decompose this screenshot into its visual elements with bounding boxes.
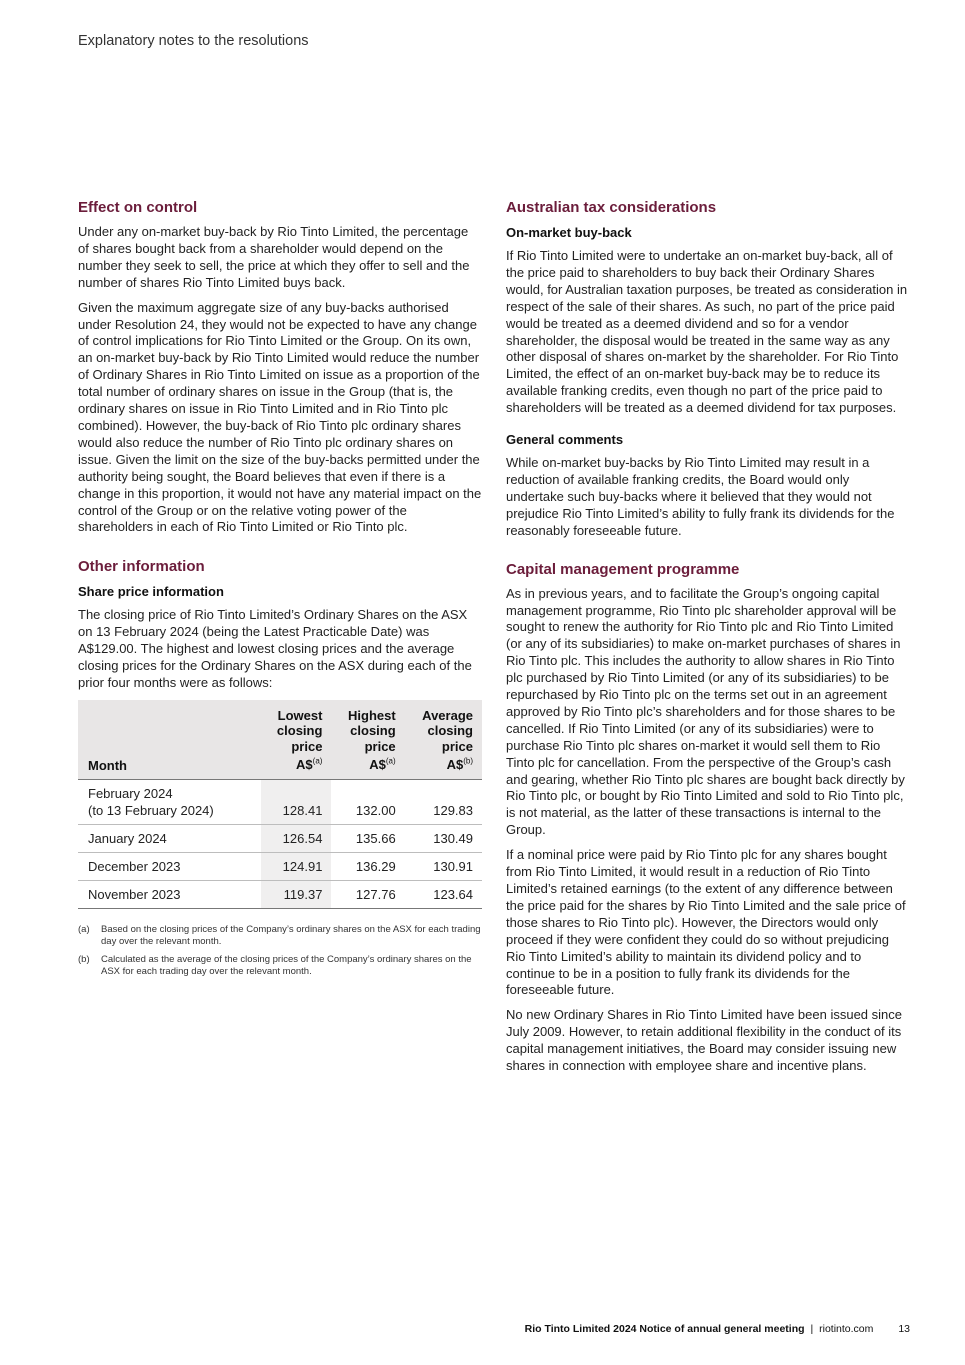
capital-management-paragraph-1: As in previous years, and to facilitate the Group’s ongoing capital management programme, Rio Tinto plc shareholder approval will be sought to renew the authority for Rio Tinto plc and Rio Tinto Limited (or any of its subsidiaries) to make on-market purchases of shares in Rio Tinto plc. This includes the authority to allow shares in Rio Tinto plc purchased by Rio Tinto Limited (or any of its subsidiaries) to be repurchased by Rio Tinto plc on the terms set out in an agreement approved by Rio Tinto plc’s shareholders and for those shares to be cancelled. If Rio Tinto Limited (or any of its subsidiaries) were to purchase Rio Tinto plc shares on-market it would sell them to Rio Tinto plc for cancellation. From the perspective of the Group’s cash and gearing, whether Rio Tinto plc shares are bought back directly by Rio Tinto plc, or bought by Rio Tinto Limited and sold to Rio Tinto plc, is not material, as the latter of these transactions is internal to the Group. xyxy=(506,585,905,838)
footer-separator: | xyxy=(810,1323,814,1335)
table-row xyxy=(78,779,482,824)
cell-average: 130.91 xyxy=(405,852,482,880)
table-header-row xyxy=(78,700,482,780)
cell-highest: 132.00 xyxy=(331,779,404,824)
column-header-highest: Highest closing price A\$$^{(a)}$ xyxy=(331,700,404,780)
left-column xyxy=(78,199,482,984)
other-information-heading: Other information xyxy=(78,558,205,576)
cell-highest: 136.29 xyxy=(331,852,404,880)
cell-average: 129.83 xyxy=(405,779,482,824)
column-header-lowest: Lowest closing price A\$$^{(a)}$ xyxy=(261,700,331,780)
australian-tax-heading: Australian tax considerations xyxy=(506,199,717,216)
cell-lowest: 128.41 xyxy=(261,779,331,824)
share-price-paragraph: The closing price of Rio Tinto Limited’s Ordinary Shares on the ASX on 13 February 2024 (being the Latest Practicable Date) was A$129.00. The highest and lowest closing prices and the average closing prices for the Ordinary Shares on the ASX during each of the prior four months were as follows: xyxy=(78,607,472,690)
capital-management-heading: Capital management programme xyxy=(506,560,740,578)
table-footnotes xyxy=(78,924,482,978)
capital-management-paragraph-3: No new Ordinary Shares in Rio Tinto Limited have been issued since July 2009. However, to retain additional flexibility in the conduct of its capital management initiatives, the Board may consider issuing new shares in connection with employee share and incentive plans. xyxy=(506,1007,902,1074)
on-market-buy-back-subheading: On-market buy-back xyxy=(506,225,632,240)
cell-month: November 2023 xyxy=(78,880,261,908)
right-column xyxy=(506,199,909,1083)
footnote-a: (a) Based on the closing prices of the Company’s ordinary shares on the ASX for each trading day over the relevant month. xyxy=(78,923,481,947)
share-price-table xyxy=(78,700,482,909)
page-footer xyxy=(525,1323,910,1335)
effect-on-control-heading: Effect on control xyxy=(78,199,198,216)
cell-highest: 135.66 xyxy=(331,824,404,852)
footer-website: riotinto.com xyxy=(819,1323,874,1335)
cell-highest: 127.76 xyxy=(331,880,404,908)
capital-management-paragraph-2: If a nominal price were paid by Rio Tinto plc for any shares bought from Rio Tinto Limited, it would result in a reduction of Rio Tinto Limited’s retained earnings (to the extent of any difference between the price paid for the shares by Rio Tinto Limited and the sale price of those shares to Rio Tinto plc). However, the Directors would only proceed if they were confident they could do so without prejudicing Rio Tinto Limited’s ability to maintain its dividend policy and to continue to be in a position to fully frank its dividends for the foreseeable future. xyxy=(506,847,906,998)
cell-month: February 2024 (to 13 February 2024) xyxy=(78,779,261,824)
australian-tax-paragraph-1: If Rio Tinto Limited were to undertake an on-market buy-back, all of the price paid to shareholders to buy back their Ordinary Shares would, for Australian taxation purposes, be treated as consideration in respect of the sale of their shares. As such, no part of the price paid would be treated as a deemed dividend and so for a vendor shareholder, the disposal would be treated in the same way as any other disposal of shares on-market by the shareholder. For Rio Tinto Limited, the effect of an on-market buy-back may be to reduce its available franking credits, even though no part of the price paid to shareholders will be treated as a deemed dividend for tax purposes. xyxy=(506,248,908,416)
share-price-information-subheading: Share price information xyxy=(78,584,224,600)
general-comments-subheading: General comments xyxy=(506,432,624,448)
table-row xyxy=(78,824,482,852)
cell-average: 123.64 xyxy=(405,880,482,908)
cell-month: January 2024 xyxy=(78,824,261,852)
column-header-average: Average closing price A\$$^{(b)}$ xyxy=(405,700,482,780)
effect-on-control-paragraph-2: Given the maximum aggregate size of any buy-backs authorised under Resolution 24, they would not be expected to have any change of control implications for Rio Tinto Limited or the Group. On its own, an on-market buy-back by Rio Tinto Limited would reduce the number of Ordinary Shares in Rio Tinto Limited on issue as a proportion of the total number of ordinary shares on issue in the Group (that is, the ordinary shares on issue in Rio Tinto Limited and in Rio Tinto plc combined). However, the buy-back of Rio Tinto plc ordinary shares would also reduce the number of Rio Tinto plc ordinary shares on issue. Given the limit on the size of the buy-backs permitted under the authority being sought, the Board believes that even if there is a change in this proportion, it would not have any material impact on the control of the Group or on the relative voting power of the shareholders in each of Rio Tinto Limited or Rio Tinto plc. xyxy=(78,299,482,535)
cell-average: 130.49 xyxy=(405,824,482,852)
cell-lowest: 119.37 xyxy=(261,880,331,908)
cell-month: December 2023 xyxy=(78,852,261,880)
effect-on-control-paragraph-1: Under any on-market buy-back by Rio Tinto Limited, the percentage of shares bought back from a shareholder would depend on the number they seek to sell, the price at which they offer to sell and the number of shares Rio Tinto Limited buys back. xyxy=(78,224,470,290)
running-header: Explanatory notes to the resolutions xyxy=(78,33,309,49)
footer-publication: Rio Tinto Limited 2024 Notice of annual general meeting xyxy=(524,1323,805,1335)
column-header-month: Month xyxy=(78,700,261,780)
footnote-b: (b) Calculated as the average of the closing prices of the Company’s ordinary shares on the ASX for each trading day over the relevant month. xyxy=(78,953,472,977)
page-number: 13 xyxy=(898,1323,910,1335)
table-row xyxy=(78,852,482,880)
cell-lowest: 126.54 xyxy=(261,824,331,852)
table-row xyxy=(78,880,482,908)
australian-tax-paragraph-2: While on-market buy-backs by Rio Tinto Limited may result in a reduction of available franking credits, the Board would only undertake such buy-backs where it believed that they would not prejudice Rio Tinto Limited’s ability to fully frank its dividends for the reasonably foreseeable future. xyxy=(506,455,895,538)
cell-lowest: 124.91 xyxy=(261,852,331,880)
